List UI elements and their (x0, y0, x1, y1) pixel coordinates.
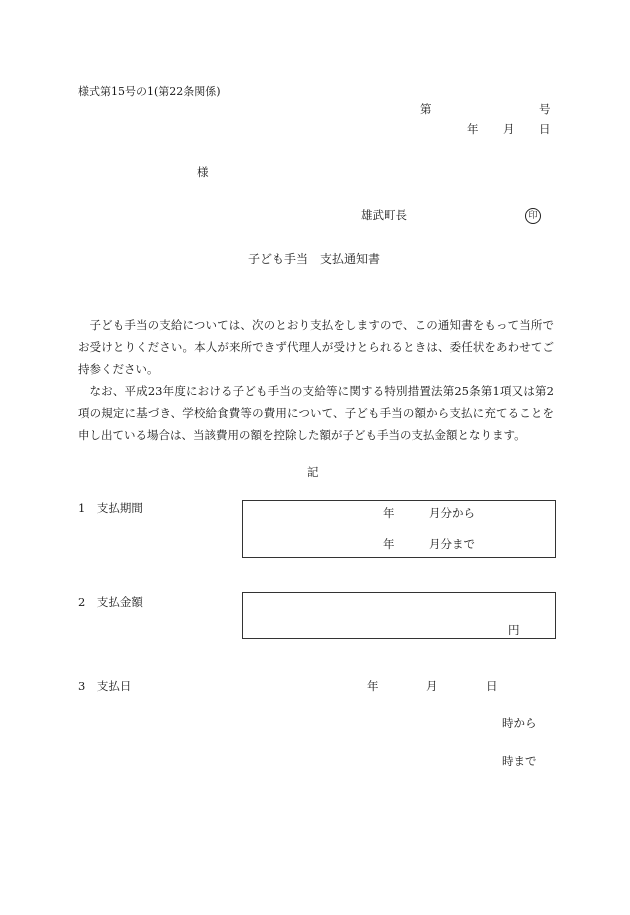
payday-time-from: 時から (502, 716, 537, 730)
form-number: 様式第15号の1(第22条関係) (78, 85, 221, 98)
payday-month: 月 (426, 679, 438, 693)
period-to-month: 月分まで (429, 537, 475, 551)
period-to-year: 年 (383, 537, 395, 551)
body-paragraph-2: なお、平成23年度における子ども手当の支給等に関する特別措置法第25条第1項又は第2項の規定に基づき、学校給食費等の費用について、子ども手当の額から支払に充てることを申し出ている場合は、当該費用の額を控除した額が子ども手当の支払金額となります。 (78, 384, 554, 442)
amount-unit: 円 (508, 623, 520, 637)
payday-label: 3 支払日 (78, 679, 132, 693)
ki-heading: 記 (307, 465, 319, 479)
issue-date-day: 日 (539, 122, 551, 136)
payday-day: 日 (486, 679, 498, 693)
payment-period-label: 1 支払期間 (78, 501, 143, 515)
seal-mark: 印 (525, 208, 541, 224)
period-from-month: 月分から (429, 506, 475, 520)
payday-year: 年 (367, 679, 379, 693)
addressee-honorific: 様 (197, 165, 209, 179)
payment-period-box (242, 500, 556, 558)
payment-amount-box (242, 592, 556, 639)
document-title: 子ども手当 支払通知書 (248, 252, 381, 266)
issue-date-year: 年 (467, 122, 479, 136)
document-number-suffix: 号 (539, 102, 551, 116)
body-paragraph-1: 子ども手当の支給については、次のとおり支払をしますので、この通知書をもって当所でお受けとりください。本人が来所できず代理人が受けとられるときは、委任状をあわせてご持参ください。 (78, 318, 554, 376)
period-from-year: 年 (383, 506, 395, 520)
issuer-name: 雄武町長 (361, 208, 407, 222)
payday-time-to: 時まで (502, 754, 537, 768)
document-number-prefix: 第 (420, 102, 432, 116)
issue-date-month: 月 (503, 122, 515, 136)
body-text (78, 314, 554, 446)
payment-amount-label: 2 支払金額 (78, 595, 143, 609)
